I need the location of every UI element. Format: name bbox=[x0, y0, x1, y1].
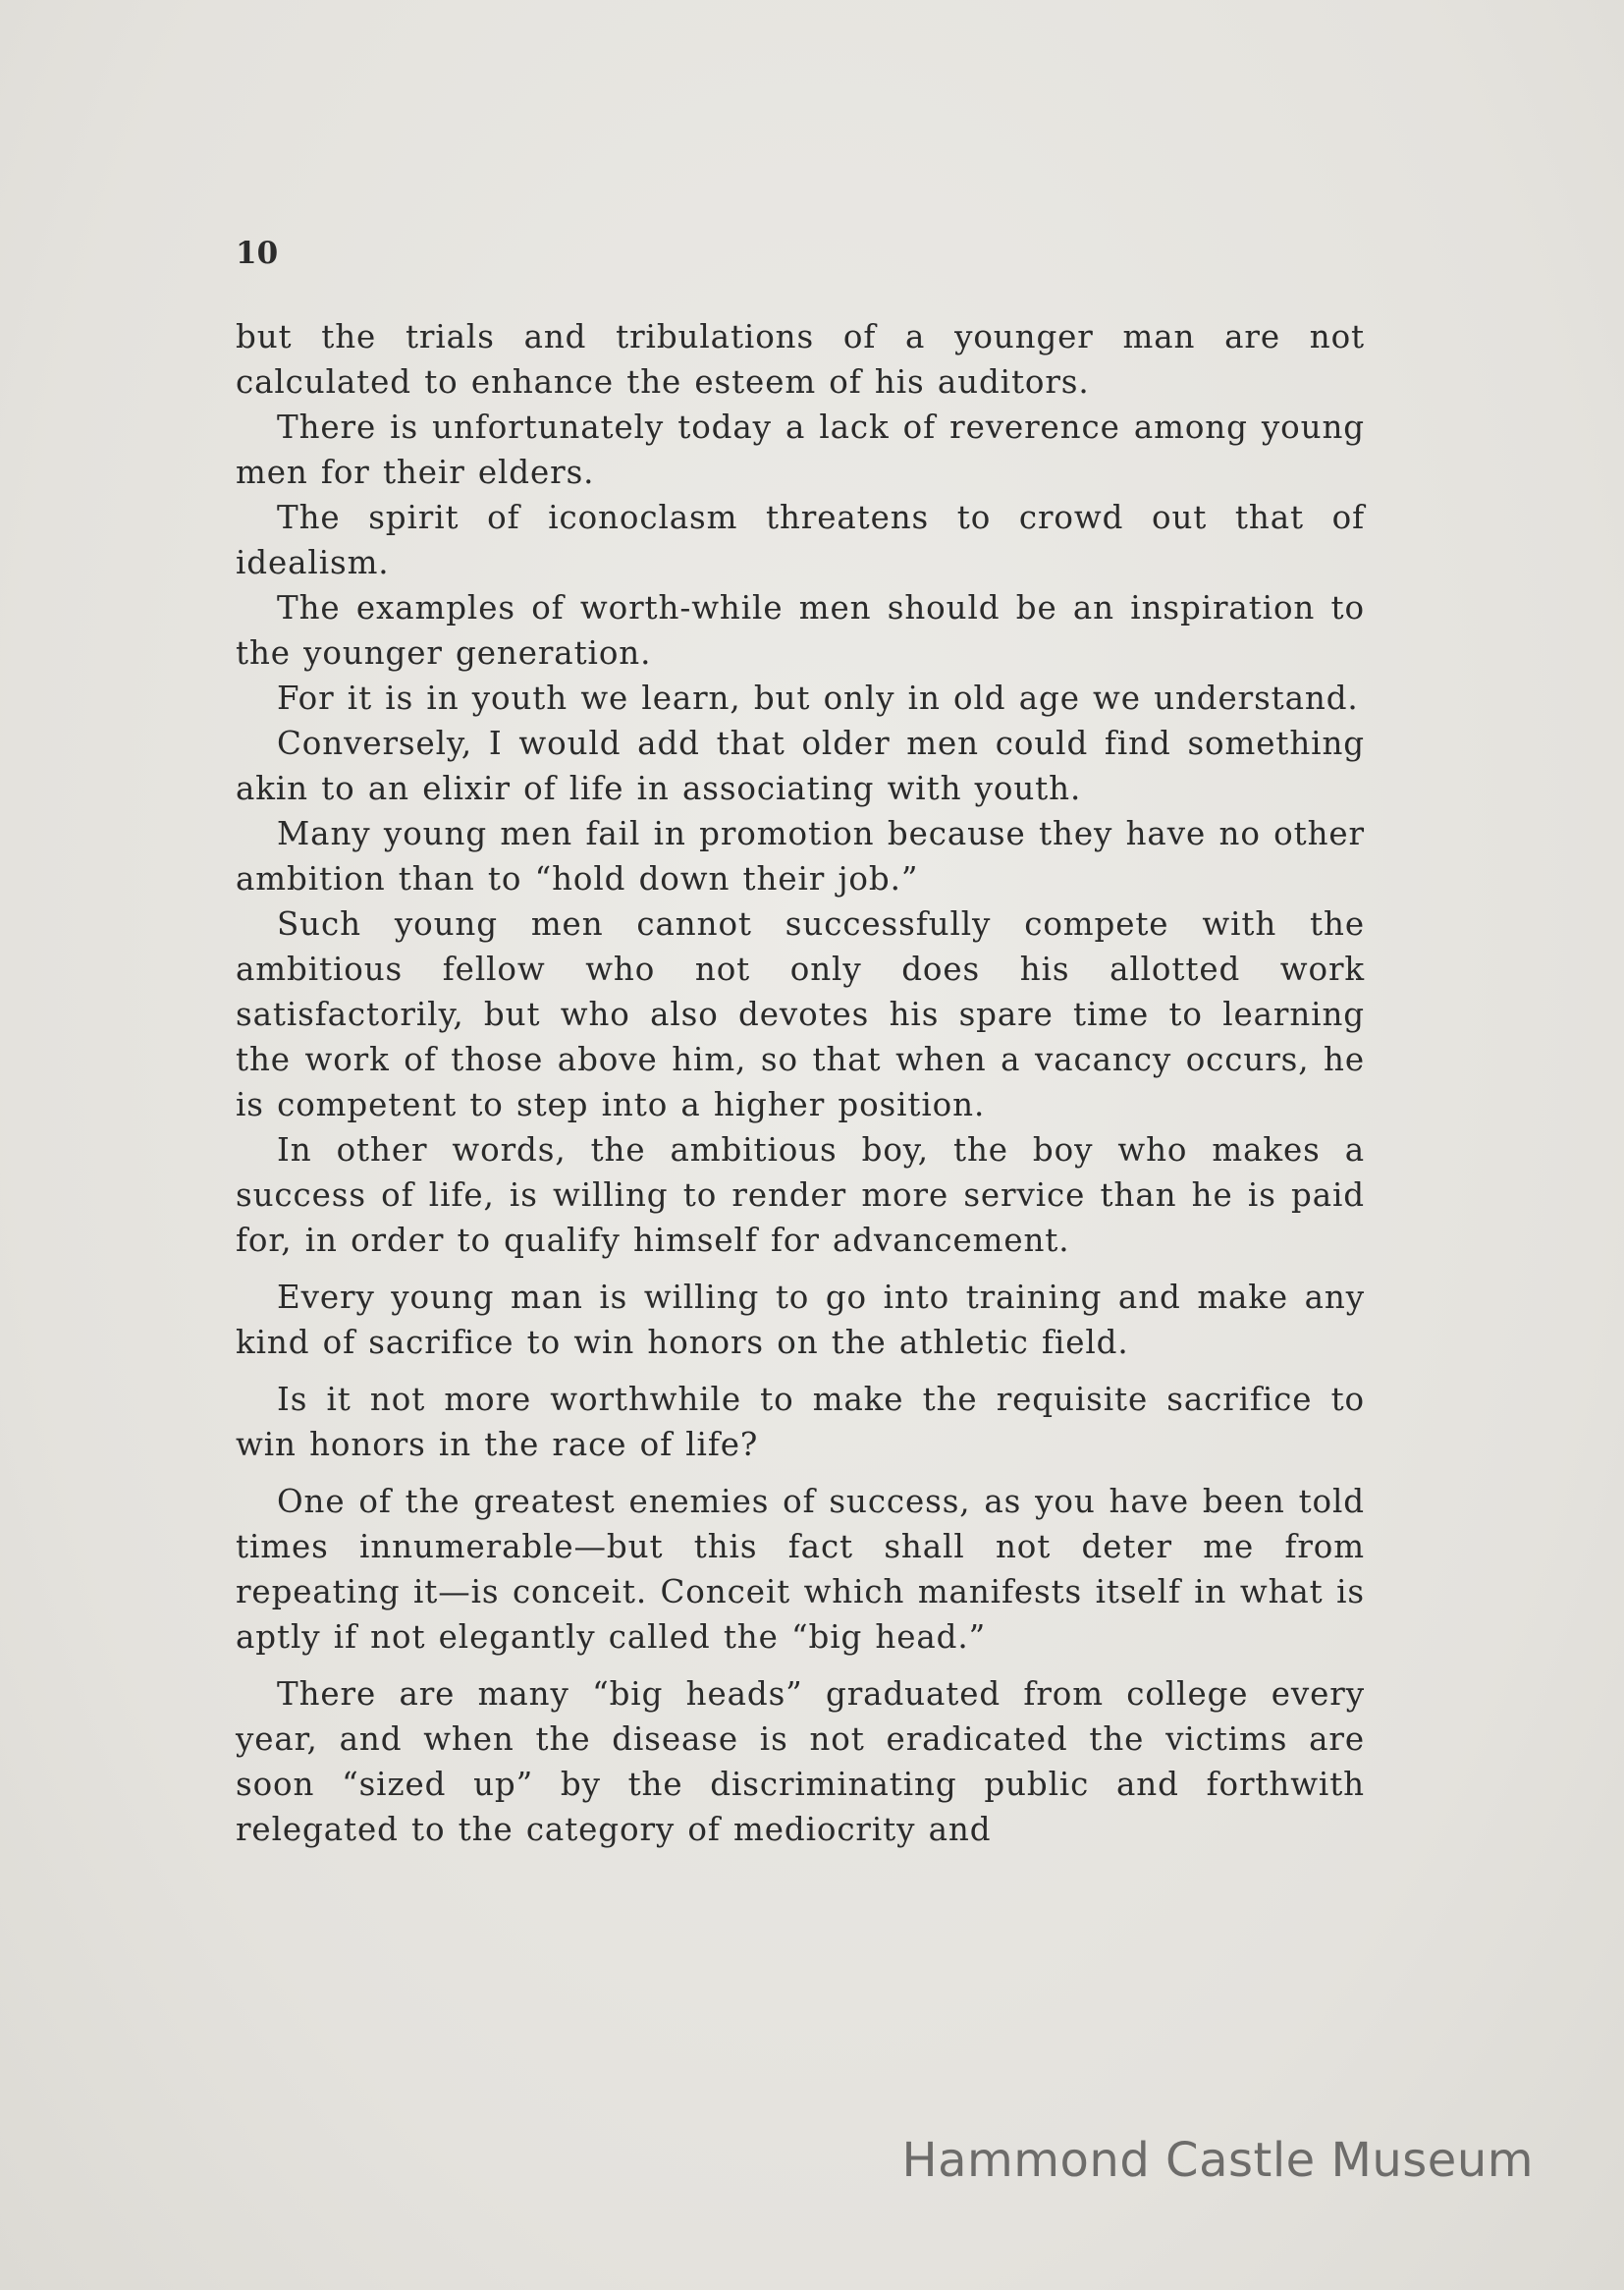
paragraph: The spirit of iconoclasm threatens to crowd out that of idealism. bbox=[236, 499, 1365, 581]
paragraph: Such young men cannot successfully compete with the ambitious fellow who not only does his allotted work satisfactorily, but who also devotes his spare time to learning the work of those above him, so that when a vacancy occurs, he is competent to step into a higher position. bbox=[236, 905, 1365, 1123]
paragraph: In other words, the ambitious boy, the boy who makes a success of life, is willing to render more service than he is paid for, in order to qualify himself for advancement. bbox=[236, 1131, 1365, 1259]
paragraph: Is it not more worthwhile to make the requisite sacrifice to win honors in the race of life? bbox=[236, 1381, 1365, 1463]
paragraph: but the trials and tribulations of a younger man are not calculated to enhance the esteem of his auditors. bbox=[236, 318, 1365, 401]
page-number: 10 bbox=[236, 236, 279, 271]
paragraph: The examples of worth-while men should be an inspiration to the younger generation. bbox=[236, 589, 1365, 672]
paragraph: There is unfortunately today a lack of reverence among young men for their elders. bbox=[236, 409, 1365, 491]
paragraph: There are many “big heads” graduated from college every year, and when the disease is not eradicated the victims are soon “sized up” by the discriminating public and forthwith relegated to the category of mediocrity and bbox=[236, 1675, 1365, 1848]
paragraph: Many young men fail in promotion because they have no other ambition than to “hold down their job.” bbox=[236, 815, 1365, 898]
paragraph: Conversely, I would add that older men could find something akin to an elixir of life in associating with youth. bbox=[236, 725, 1365, 807]
paragraph: Every young man is willing to go into training and make any kind of sacrifice to win honors on the athletic field. bbox=[236, 1279, 1365, 1361]
body-text bbox=[236, 314, 1365, 1852]
paragraph: For it is in youth we learn, but only in old age we understand. bbox=[277, 680, 1359, 717]
paragraph: One of the greatest enemies of success, as you have been told times innumerable—but this fact shall not deter me from repeating it—is conceit. Conceit which manifests itself in what is aptly if not elegantly called the “big head.” bbox=[236, 1483, 1365, 1656]
watermark: Hammond Castle Museum bbox=[901, 2133, 1534, 2188]
